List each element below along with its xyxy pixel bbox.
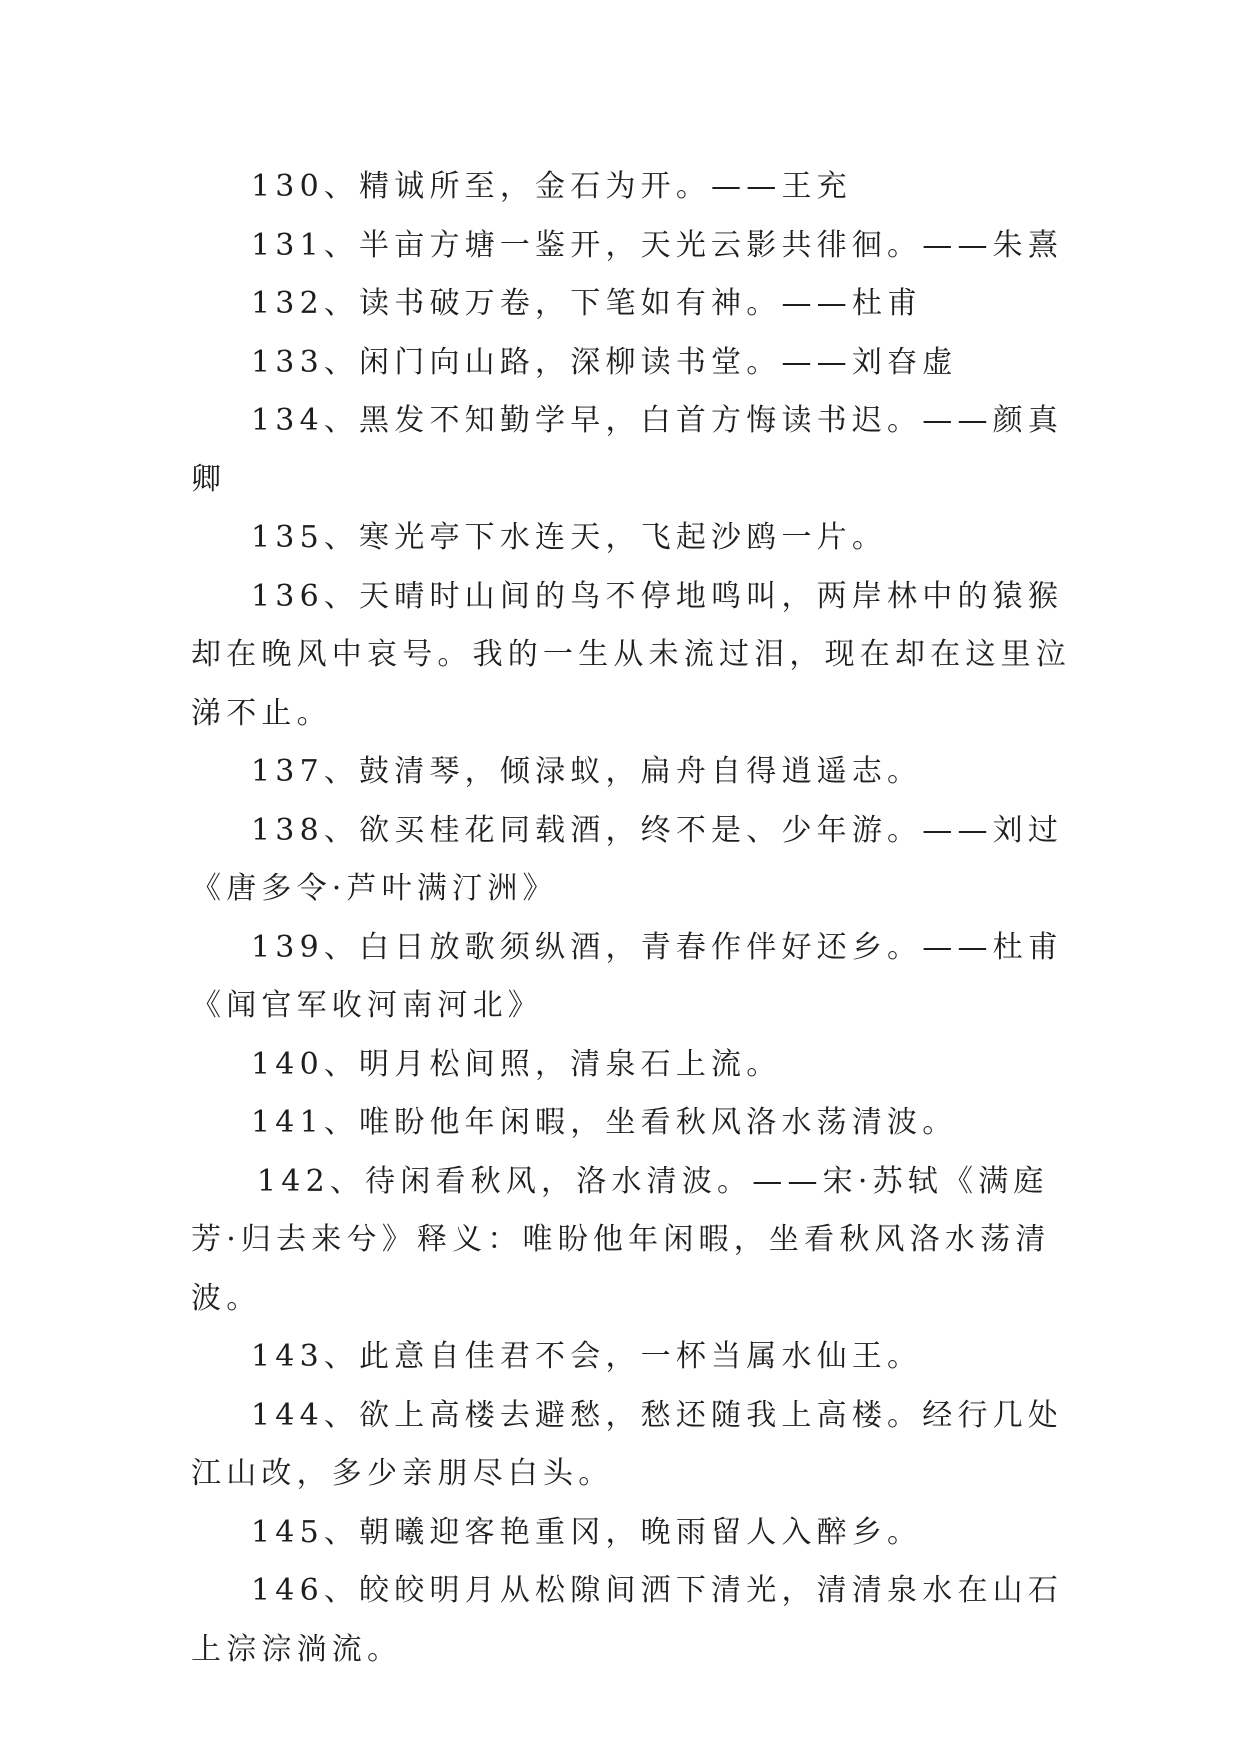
quote-paragraph-140: 140、明月松间照，清泉石上流。 [251, 1046, 782, 1082]
quote-paragraph-138: 138、欲买桂花同载酒，终不是、少年游。——刘过《唐多令·芦叶满汀洲》 [191, 812, 1064, 906]
quote-paragraph-141: 141、唯盼他年闲暇，坐看秋风洛水荡清波。 [251, 1105, 958, 1140]
quote-paragraph-144: 144、欲上高楼去避愁，愁还随我上高楼。经行几处江山改，多少亲朋尽白头。 [191, 1397, 1064, 1491]
quote-paragraph-131: 131、半亩方塘一鉴开，天光云影共徘徊。——朱熹 [251, 227, 1064, 263]
document-body [191, 158, 1071, 1679]
quote-paragraph-137: 137、鼓清琴，倾渌蚁，扁舟自得逍遥志。 [251, 754, 923, 789]
quote-paragraph-135: 135、寒光亭下水连天，飞起沙鸥一片。 [251, 520, 888, 555]
quote-paragraph-132: 132、读书破万卷，下笔如有神。——杜甫 [251, 286, 923, 321]
quote-paragraph-136: 136、天晴时山间的鸟不停地鸣叫，两岸林中的猿猴却在晚风中哀号。我的一生从未流过泪，现在却在这里泣涕不止。 [191, 578, 1071, 731]
quote-paragraph-130: 130、精诚所至，金石为开。——王充 [251, 169, 852, 204]
quote-paragraph-145: 145、朝曦迎客艳重冈，晚雨留人入醉乡。 [251, 1514, 923, 1550]
quote-paragraph-146: 146、皎皎明月从松隙间洒下清光，清清泉水在山石上淙淙淌流。 [191, 1573, 1064, 1667]
quote-paragraph-139: 139、白日放歌须纵酒，青春作伴好还乡。——杜甫《闻官军收河南河北》 [191, 929, 1064, 1023]
quote-paragraph-134: 134、黑发不知勤学早，白首方悔读书迟。——颜真卿 [191, 403, 1064, 497]
quote-paragraph-142: 142、待闲看秋风，洛水清波。——宋·苏轼《满庭芳·归去来兮》释义：唯盼他年闲暇，坐看秋风洛水荡清波。 [191, 1163, 1051, 1316]
quote-paragraph-133: 133、闲门向山路，深柳读书堂。——刘昚虚 [251, 344, 958, 380]
quote-paragraph-143: 143、此意自佳君不会，一杯当属水仙王。 [251, 1339, 923, 1374]
